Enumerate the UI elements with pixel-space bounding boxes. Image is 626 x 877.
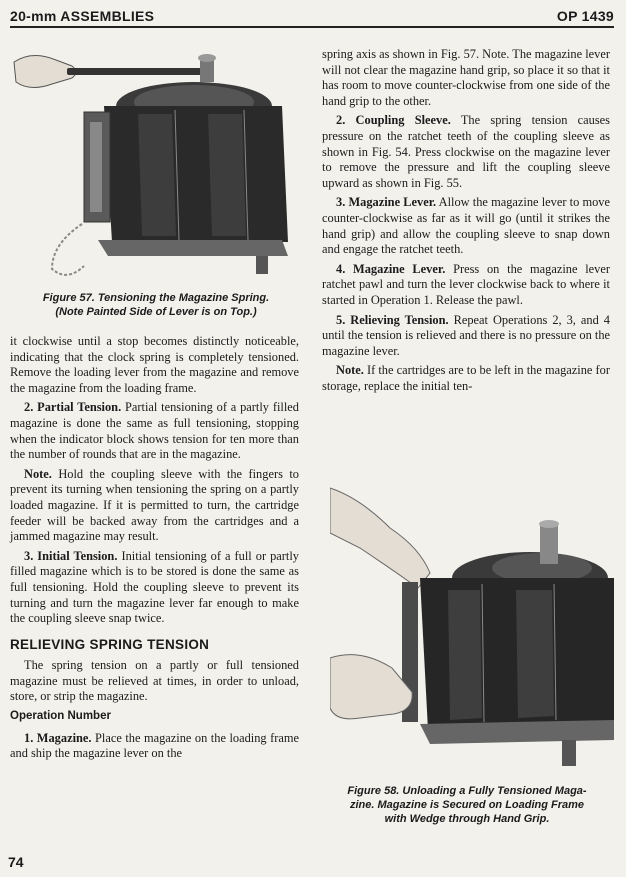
paragraph-text: Hold the coupling sleeve with the fingers to prevent its turning when tensioning the spring on a partly loaded magazine. If it is permitted to turn, the cartridge feeder will be backed away from the cartridges and a jammed magazine may result. bbox=[10, 466, 299, 544]
left-paragraph bbox=[10, 467, 299, 545]
right-paragraph bbox=[322, 363, 610, 394]
step-heading: 2. Partial Tension. bbox=[24, 400, 122, 415]
step-heading: 2. Coupling Sleeve. bbox=[336, 113, 451, 128]
figure-57-caption-line-2: (Note Painted Side of Lever is on Top.) bbox=[55, 306, 257, 318]
figure-57-caption bbox=[10, 291, 302, 319]
figure-58-photo bbox=[330, 478, 614, 778]
step-heading: 3. Initial Tension. bbox=[24, 548, 118, 563]
figure-58-caption bbox=[320, 784, 614, 826]
subsection-heading: Operation Number bbox=[10, 710, 111, 723]
paragraph-text: Allow the magazine lever to move counter-clockwise as far as it will go (until it strikes the hand grip) and allow the coupling sleeve to snap down and engage the ratchet teeth. bbox=[322, 195, 610, 257]
figure-58-caption-line-3: with Wedge through Hand Grip. bbox=[384, 813, 550, 825]
figure-57-photo bbox=[12, 44, 302, 284]
figure-58-caption-line-2: zine. Magazine is Secured on Loading Frame bbox=[349, 799, 585, 811]
left-paragraph: it clockwise until a stop becomes distinctly noticeable, indicating that the clock spring is completely tensioned. Remove the loading lever from the magazine and remove the magazine from the loading frame. bbox=[10, 334, 299, 395]
note-label: Note. bbox=[24, 466, 52, 481]
right-paragraph bbox=[322, 262, 610, 309]
paragraph-text: Initial tensioning of a full or partly filled magazine which is to be stored is done the same as full tensioning. Hold the coupling sleeve to prevent its turning and turn the magazine lever far enough to make the coupling sleeve snap twice. bbox=[10, 548, 299, 626]
step-heading: 1. Magazine. bbox=[24, 730, 92, 745]
page-number: 74 bbox=[8, 854, 24, 870]
right-paragraph: spring axis as shown in Fig. 57. Note. The magazine lever will not clear the magazine hand grip, so place it so that it has room to move counter-clockwise from one side of the hand grip to the other. bbox=[322, 47, 610, 108]
left-paragraph: The spring tension on a partly or full tensioned magazine must be relieved at times, in order to unload, store, or strip the magazine. bbox=[10, 658, 299, 704]
right-paragraph bbox=[322, 313, 610, 360]
running-header bbox=[10, 6, 614, 28]
left-paragraph bbox=[10, 549, 299, 627]
step-heading: 5. Relieving Tension. bbox=[336, 312, 449, 327]
paragraph-text: Partial tensioning of a partly filled magazine is done the same as full tensioning, stopping when the indicator block shows tension for ten more than the number of rounds that are in the magazine. bbox=[10, 400, 299, 462]
header-manual-number: OP 1439 bbox=[556, 8, 614, 24]
left-paragraph bbox=[10, 400, 299, 462]
step-heading: 3. Magazine Lever. bbox=[336, 195, 437, 210]
header-section-title: 20-mm ASSEMBLIES bbox=[10, 8, 155, 24]
figure-58-caption-line-1: Figure 58. Unloading a Fully Tensioned Maga- bbox=[347, 785, 587, 797]
paragraph-text: The spring tension causes pressure on the ratchet teeth of the coupling sleeve as shown in Fig. 54. Press clockwise on the magazine lever to remove the pressure and lift the coupling sleeve upward as shown in Fig. 55. bbox=[322, 113, 610, 190]
step-heading: 4. Magazine Lever. bbox=[336, 261, 446, 276]
note-label: Note. bbox=[336, 363, 364, 378]
figure-57-caption-line-1: Figure 57. Tensioning the Magazine Spring. bbox=[42, 292, 270, 304]
paragraph-text: Press on the magazine lever ratchet pawl and turn the lever clockwise back to where it started in Operation 1. Release the pawl. bbox=[322, 261, 610, 307]
paragraph-text: Place the magazine on the loading frame and ship the magazine lever on the bbox=[10, 730, 299, 761]
paragraph-text: Repeat Operations 2, 3, and 4 until the tension is relieved and there is no pressure on the magazine lever. bbox=[322, 312, 611, 358]
paragraph-text: If the cartridges are to be left in the magazine for storage, replace the initial ten- bbox=[322, 363, 610, 393]
right-paragraph bbox=[322, 113, 610, 191]
section-heading: RELIEVING SPRING TENSION bbox=[10, 636, 210, 652]
right-paragraph bbox=[322, 195, 610, 257]
left-column bbox=[10, 334, 299, 766]
right-column bbox=[322, 47, 610, 398]
left-paragraph bbox=[10, 731, 299, 762]
